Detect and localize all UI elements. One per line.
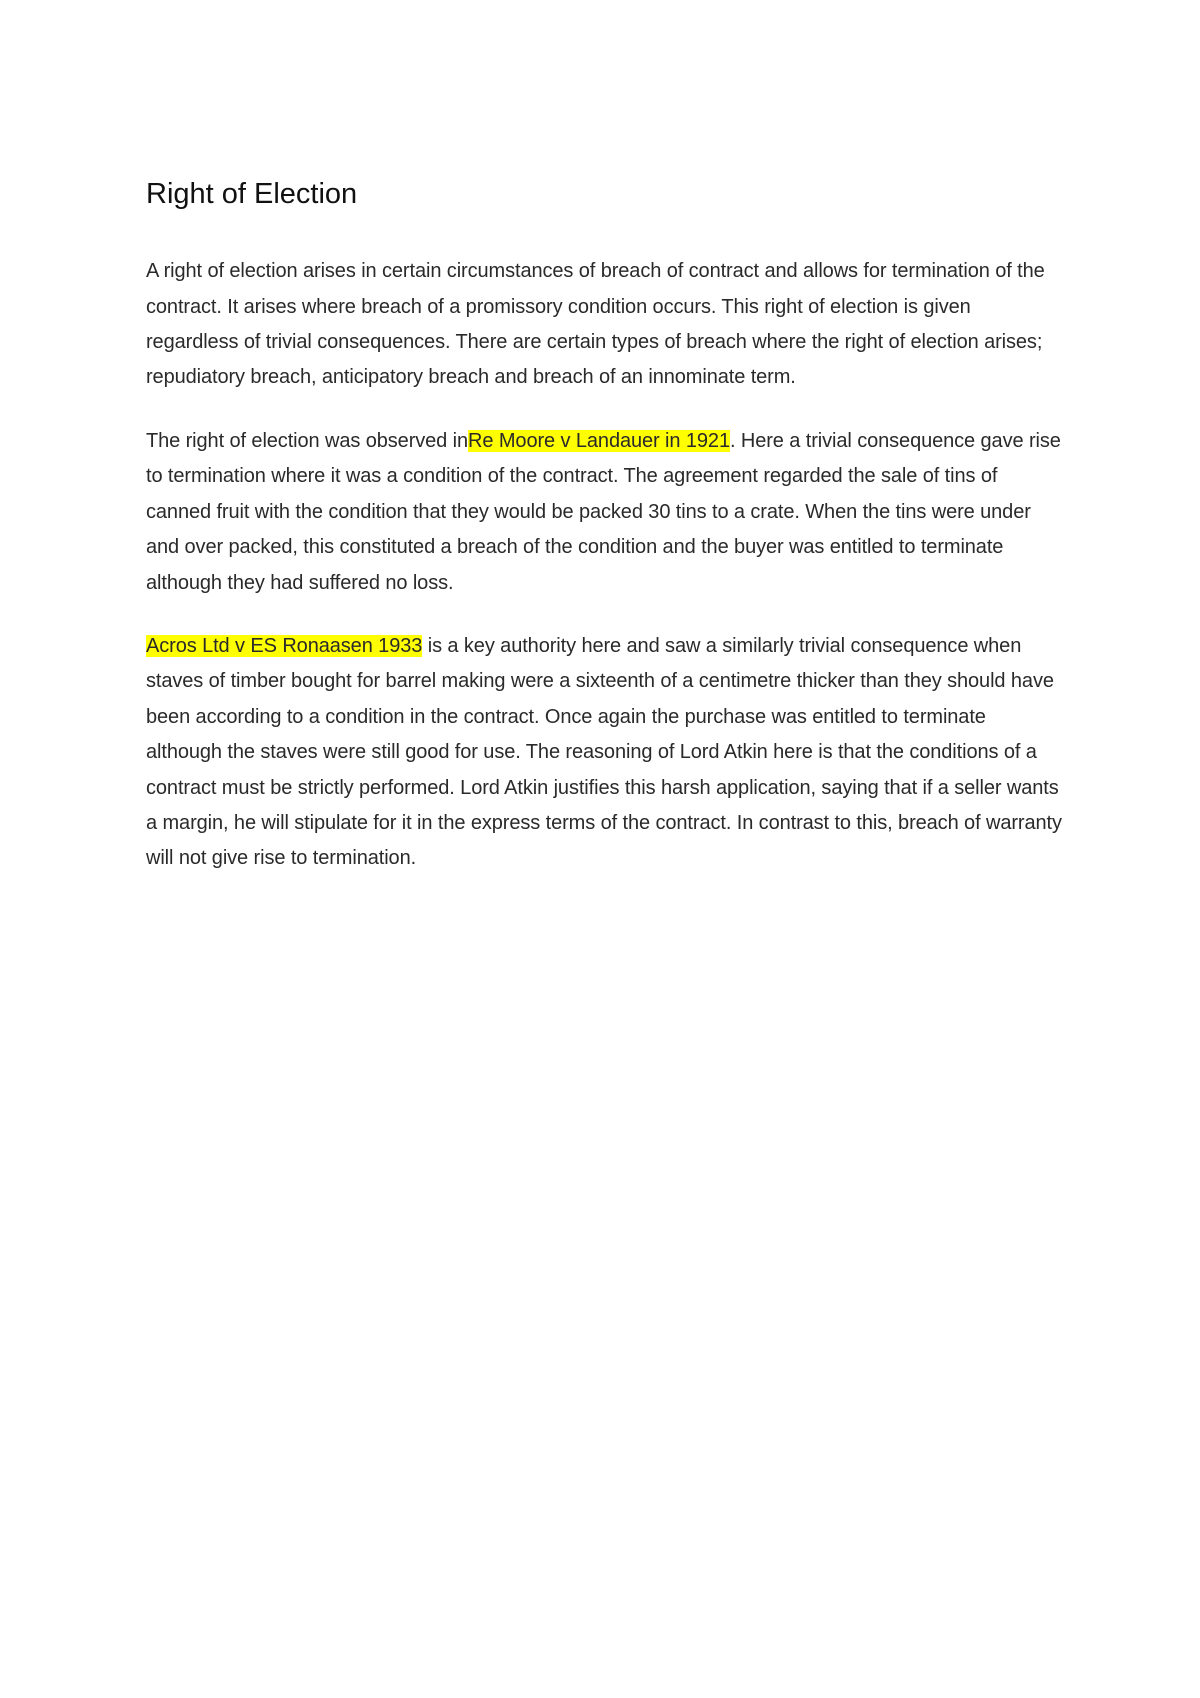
paragraph-1 bbox=[146, 254, 1066, 396]
paragraph-3 bbox=[146, 629, 1066, 877]
document-title: Right of Election bbox=[146, 178, 358, 210]
paragraph-2 bbox=[146, 424, 1066, 601]
paragraph-2-text-before: The right of election was observed in bbox=[146, 429, 469, 452]
paragraph-3-text-after: is a key authority here and saw a similarly trivial consequence when staves of timber bought for barrel making were a sixteenth of a centimetre thicker than they should have been according to a condition in the contract. Once again the purchase was entitled to terminate although the staves were still good for use. The reasoning of Lord Atkin here is that the conditions of a contract must be strictly performed. Lord Atkin justifies this harsh application, saying that if a seller wants a margin, he will stipulate for it in the express terms of the contract. In contrast to this, breach of warranty will not give rise to termination. bbox=[146, 634, 1062, 870]
paragraph-2-text-after: . Here a trivial consequence gave rise to termination where it was a condition of the contract. The agreement regarded the sale of tins of canned fruit with the condition that they would be packed 30 tins to a crate. When the tins were under and over packed, this constituted a breach of the condition and the buyer was entitled to terminate although they had suffered no loss. bbox=[146, 429, 1061, 594]
paragraph-1-text: A right of election arises in certain circumstances of breach of contract and allows for termination of the contract. It arises where breach of a promissory condition occurs. This right of election is given regardless of trivial consequences. There are certain types of breach where the right of election arises; repudiatory breach, anticipatory breach and breach of an innominate term. bbox=[146, 260, 1045, 389]
highlighted-case-acros: Acros Ltd v ES Ronaasen 1933 bbox=[146, 634, 423, 657]
highlighted-case-re-moore: Re Moore v Landauer in 1921 bbox=[468, 429, 730, 452]
document-page bbox=[146, 176, 1066, 905]
